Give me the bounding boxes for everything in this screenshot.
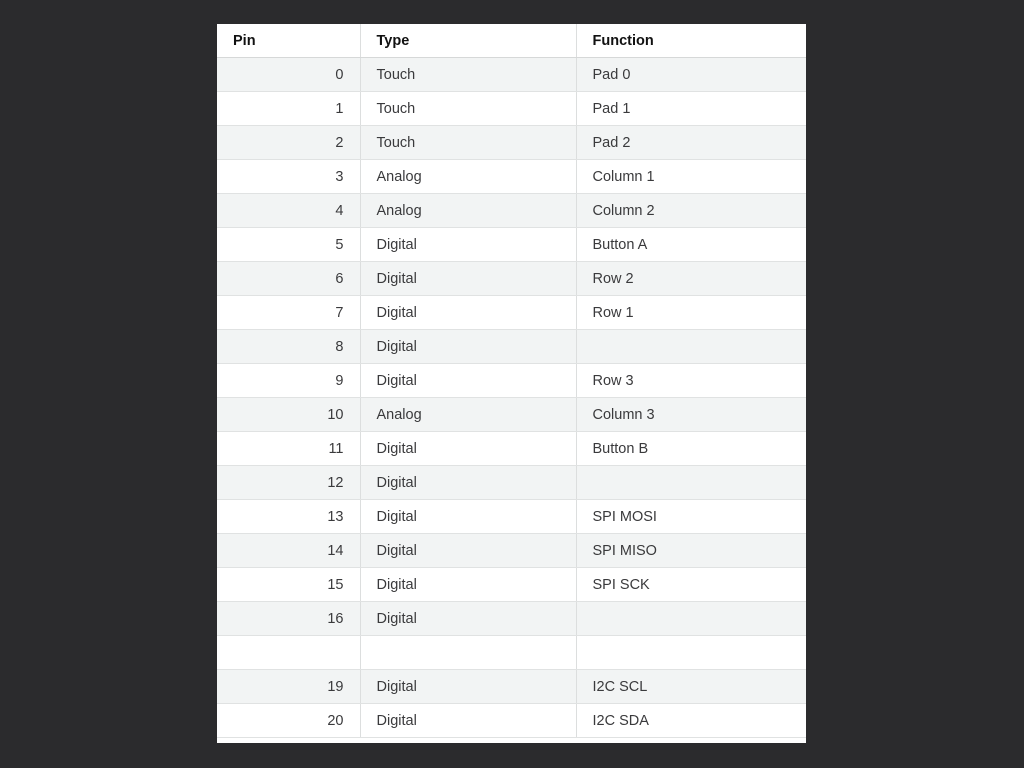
table-row[interactable] [217, 568, 806, 602]
type-cell[interactable]: Digital [360, 500, 576, 534]
type-cell[interactable]: Digital [360, 568, 576, 602]
function-cell[interactable]: Pad 2 [576, 126, 806, 160]
function-cell[interactable] [576, 330, 806, 364]
pin-cell[interactable]: 3 [217, 160, 360, 194]
pin-cell[interactable]: 1 [217, 92, 360, 126]
type-cell[interactable]: Digital [360, 364, 576, 398]
table-row[interactable] [217, 160, 806, 194]
pin-cell[interactable]: 16 [217, 602, 360, 636]
table-row[interactable] [217, 670, 806, 704]
table-row[interactable] [217, 500, 806, 534]
type-cell[interactable]: Digital [360, 228, 576, 262]
function-cell[interactable]: SPI MOSI [576, 500, 806, 534]
pin-table [217, 24, 806, 738]
type-cell[interactable]: Touch [360, 92, 576, 126]
table-row[interactable] [217, 92, 806, 126]
function-cell[interactable]: Pad 0 [576, 58, 806, 92]
type-cell[interactable]: Digital [360, 670, 576, 704]
function-cell[interactable] [576, 466, 806, 500]
pin-cell[interactable] [217, 636, 360, 670]
function-cell[interactable]: Column 2 [576, 194, 806, 228]
type-cell[interactable]: Digital [360, 466, 576, 500]
pin-cell[interactable]: 19 [217, 670, 360, 704]
pin-cell[interactable]: 9 [217, 364, 360, 398]
pin-cell[interactable]: 7 [217, 296, 360, 330]
type-cell[interactable]: Digital [360, 432, 576, 466]
function-cell[interactable]: I2C SCL [576, 670, 806, 704]
column-header-function[interactable]: Function [576, 24, 806, 58]
column-header-pin[interactable]: Pin [217, 24, 360, 58]
pin-table-sheet [217, 24, 806, 743]
pin-cell[interactable]: 10 [217, 398, 360, 432]
type-cell[interactable]: Digital [360, 704, 576, 738]
type-cell[interactable] [360, 636, 576, 670]
pin-cell[interactable]: 0 [217, 58, 360, 92]
table-row[interactable] [217, 228, 806, 262]
type-cell[interactable]: Touch [360, 126, 576, 160]
table-row[interactable] [217, 262, 806, 296]
function-cell[interactable]: Column 3 [576, 398, 806, 432]
function-cell[interactable]: Row 3 [576, 364, 806, 398]
table-row[interactable] [217, 636, 806, 670]
table-row[interactable] [217, 704, 806, 738]
type-cell[interactable]: Digital [360, 534, 576, 568]
function-cell[interactable]: Button B [576, 432, 806, 466]
function-cell[interactable] [576, 636, 806, 670]
table-row[interactable] [217, 602, 806, 636]
column-header-type[interactable]: Type [360, 24, 576, 58]
function-cell[interactable] [576, 602, 806, 636]
pin-cell[interactable]: 15 [217, 568, 360, 602]
pin-cell[interactable]: 12 [217, 466, 360, 500]
pin-cell[interactable]: 20 [217, 704, 360, 738]
table-body [217, 58, 806, 738]
pin-cell[interactable]: 5 [217, 228, 360, 262]
type-cell[interactable]: Digital [360, 330, 576, 364]
pin-cell[interactable]: 6 [217, 262, 360, 296]
type-cell[interactable]: Analog [360, 160, 576, 194]
pin-cell[interactable]: 14 [217, 534, 360, 568]
pin-cell[interactable]: 2 [217, 126, 360, 160]
pin-cell[interactable]: 8 [217, 330, 360, 364]
type-cell[interactable]: Digital [360, 262, 576, 296]
pin-cell[interactable]: 4 [217, 194, 360, 228]
table-row[interactable] [217, 432, 806, 466]
table-header [217, 24, 806, 58]
table-row[interactable] [217, 534, 806, 568]
table-row[interactable] [217, 296, 806, 330]
function-cell[interactable]: Button A [576, 228, 806, 262]
table-row[interactable] [217, 58, 806, 92]
table-row[interactable] [217, 364, 806, 398]
type-cell[interactable]: Analog [360, 398, 576, 432]
table-row[interactable] [217, 330, 806, 364]
function-cell[interactable]: SPI MISO [576, 534, 806, 568]
function-cell[interactable]: Row 1 [576, 296, 806, 330]
type-cell[interactable]: Digital [360, 296, 576, 330]
pin-cell[interactable]: 11 [217, 432, 360, 466]
table-row[interactable] [217, 398, 806, 432]
function-cell[interactable]: Row 2 [576, 262, 806, 296]
function-cell[interactable]: Column 1 [576, 160, 806, 194]
header-row [217, 24, 806, 58]
type-cell[interactable]: Touch [360, 58, 576, 92]
function-cell[interactable]: I2C SDA [576, 704, 806, 738]
table-row[interactable] [217, 194, 806, 228]
table-row[interactable] [217, 126, 806, 160]
type-cell[interactable]: Analog [360, 194, 576, 228]
table-row[interactable] [217, 466, 806, 500]
pin-cell[interactable]: 13 [217, 500, 360, 534]
function-cell[interactable]: Pad 1 [576, 92, 806, 126]
function-cell[interactable]: SPI SCK [576, 568, 806, 602]
type-cell[interactable]: Digital [360, 602, 576, 636]
